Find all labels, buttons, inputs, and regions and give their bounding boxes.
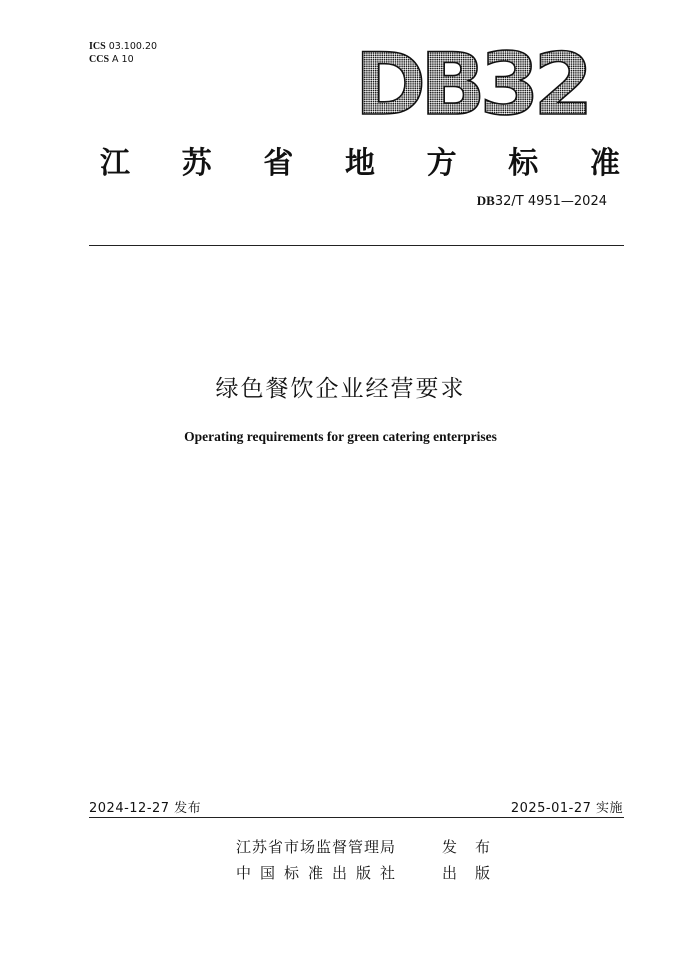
standard-type-char: 地 bbox=[344, 146, 375, 181]
top-divider bbox=[89, 245, 624, 246]
issuer-press bbox=[236, 862, 508, 883]
standard-code bbox=[477, 193, 607, 209]
bottom-divider bbox=[89, 817, 624, 818]
svg-text:DB32: DB32 bbox=[354, 35, 588, 135]
ccs-value: A 10 bbox=[112, 54, 134, 65]
standard-type-char: 标 bbox=[508, 146, 539, 181]
publish-date: 2024-12-27 发布 bbox=[89, 801, 202, 816]
issuer-name: 中国标准出版社 bbox=[236, 864, 405, 882]
issuer-name: 江苏省市场监督管理局 bbox=[236, 838, 397, 856]
standard-type-char: 准 bbox=[589, 146, 620, 181]
document-title-chinese: 绿色餐饮企业经营要求 bbox=[215, 376, 466, 402]
ics-label: ICS bbox=[89, 41, 106, 52]
standard-code-rest: 32/T 4951—2024 bbox=[494, 194, 607, 209]
issuer-action: 出版 bbox=[442, 864, 509, 882]
document-title-english: Operating requirements for green catering enterprises bbox=[184, 429, 497, 444]
ccs-line bbox=[89, 53, 157, 66]
issuer-action: 发布 bbox=[442, 838, 509, 856]
standard-type-char: 省 bbox=[263, 146, 294, 181]
standard-code-prefix: DB bbox=[476, 193, 495, 208]
effective-date: 2025-01-27 实施 bbox=[510, 801, 623, 816]
db32-logo bbox=[354, 30, 588, 135]
standard-type-char: 方 bbox=[426, 146, 457, 181]
ccs-label: CCS bbox=[89, 54, 110, 65]
ics-value: 03.100.20 bbox=[108, 41, 158, 52]
classification-codes bbox=[89, 40, 157, 66]
standard-type-heading bbox=[100, 138, 620, 182]
standard-type-char: 江 bbox=[100, 146, 130, 181]
standard-type-char: 苏 bbox=[181, 146, 212, 181]
issuer-publisher bbox=[236, 836, 508, 857]
ics-line bbox=[89, 40, 157, 53]
